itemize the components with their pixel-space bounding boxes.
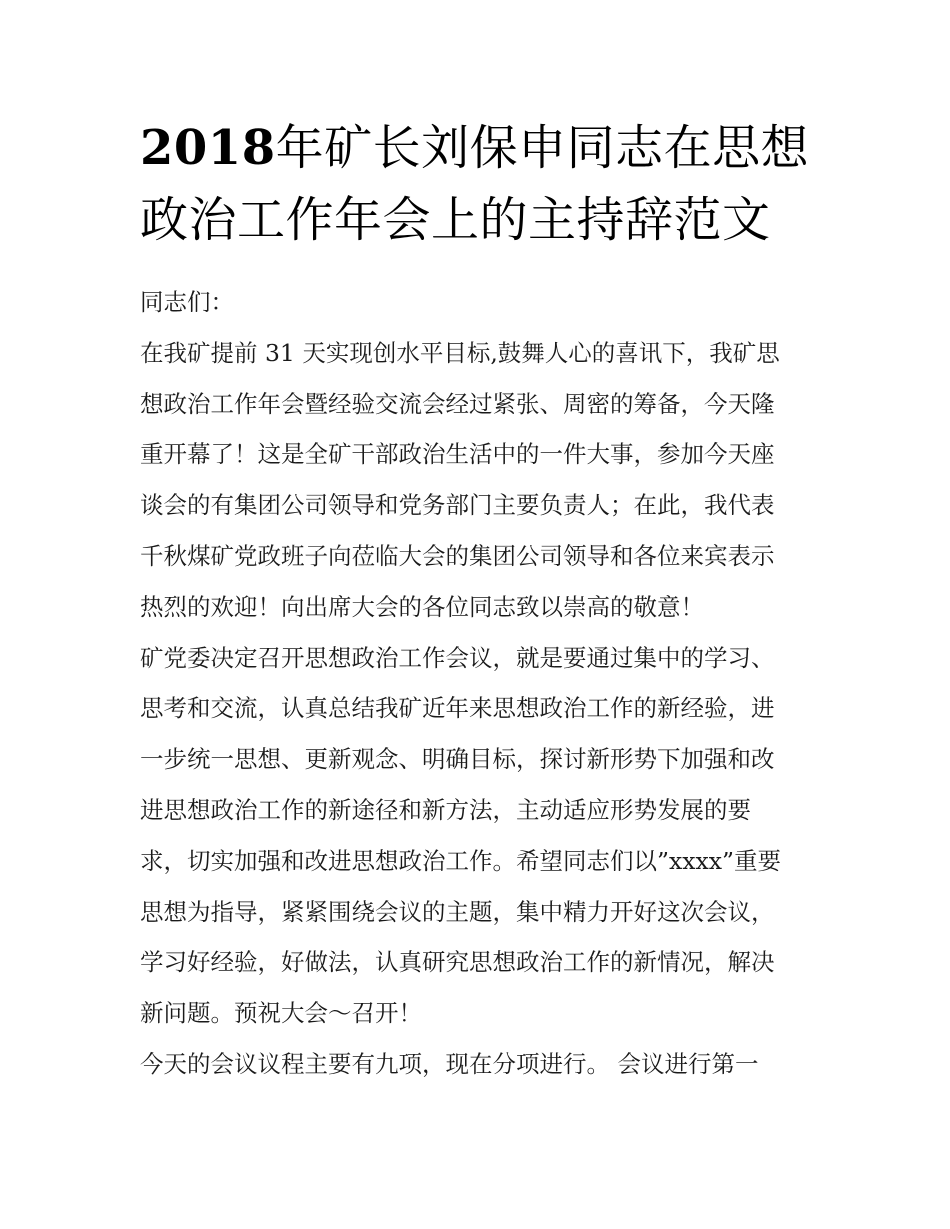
title-line-1-text: 年矿长刘保申同志在思想 (275, 120, 810, 176)
title-line-2: 政治工作年会上的主持辞范文 (140, 192, 771, 248)
body-line: 进思想政治工作的新途径和新方法，主动适应形势发展的要 (140, 795, 751, 824)
body-line-greeting: 同志们： (140, 288, 234, 316)
document-title (140, 112, 820, 256)
body-line: 思想为指导，紧紧围绕会议的主题，集中精力开好这次会议， (140, 897, 775, 926)
body-line: 求，切实加强和改进思想政治工作。希望同志们以”xxxx”重要 (140, 846, 782, 875)
body-line: 热烈的欢迎！向出席大会的各位同志致以崇高的敬意！ (140, 592, 704, 621)
body-line: 今天的会议议程主要有九项，现在分项进行。 会议进行第一 (140, 1049, 759, 1078)
body-line: 想政治工作年会暨经验交流会经过紧张、周密的筹备，今天隆 (140, 389, 775, 418)
title-line-1 (140, 112, 820, 184)
title-year: 2018 (140, 120, 276, 176)
body-line: 一步统一思想、更新观念、明确目标，探讨新形势下加强和改 (140, 745, 775, 774)
body-line: 谈会的有集团公司领导和党务部门主要负责人；在此，我代表 (140, 491, 775, 520)
body-line: 矿党委决定召开思想政治工作会议，就是要通过集中的学习、 (140, 643, 775, 672)
body-line: 千秋煤矿党政班子向莅临大会的集团公司领导和各位来宾表示 (140, 541, 775, 570)
body-line: 思考和交流，认真总结我矿近年来思想政治工作的新经验，进 (140, 694, 775, 723)
document-body (140, 277, 830, 1090)
body-line: 学习好经验，好做法，认真研究思想政治工作的新情况，解决 (140, 948, 775, 977)
body-line: 在我矿提前 31 天实现创水平目标,鼓舞人心的喜讯下，我矿思 (140, 338, 780, 367)
body-line: 新问题。预祝大会～召开！ (140, 999, 422, 1028)
body-line: 重开幕了！这是全矿干部政治生活中的一件大事，参加今天座 (140, 440, 775, 469)
